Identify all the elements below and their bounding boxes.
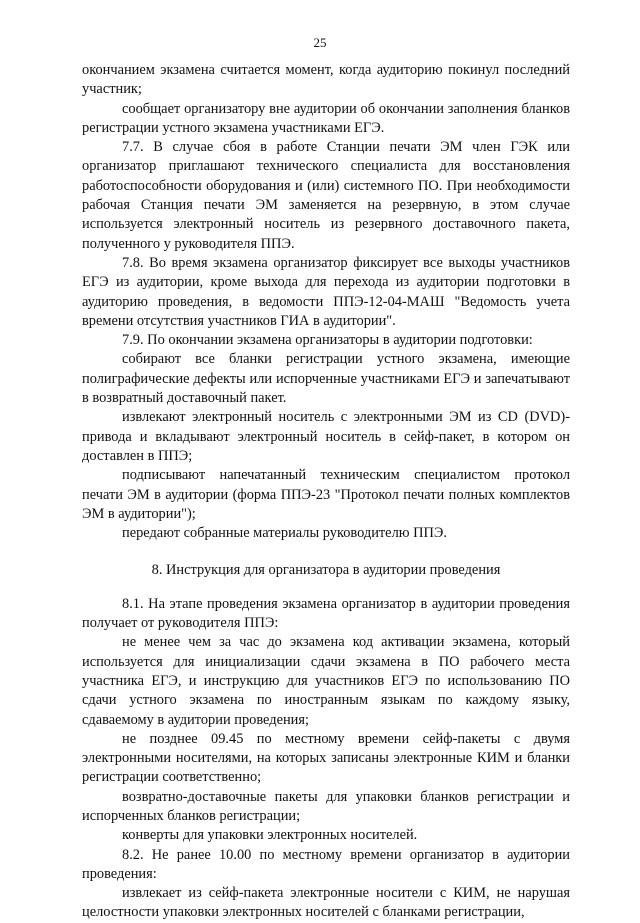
paragraph: окончанием экзамена считается момент, когда аудиторию покинул последний участник;: [82, 62, 570, 98]
paragraph: собирают все бланки регистрации устного экзамена, имеющие полиграфические дефекты или испорченные участниками ЕГЭ и запечатывают в возвратный доставочный пакет.: [82, 351, 570, 407]
paragraph: 7.8. Во время экзамена организатор фиксирует все выходы участников ЕГЭ из аудитории, кроме выхода для перехода из аудитории подготовки в аудиторию проведения, в ведомости ППЭ-12-04-МАШ "Ведомость учета времени отсутствия участников ГИА в аудитории".: [82, 254, 570, 329]
paragraph: извлекает из сейф-пакета электронные носители с КИМ, не нарушая целостности упаковки электронных носителей с бланками регистрации,: [82, 885, 570, 921]
paragraph: извлекают электронный носитель с электронными ЭМ из CD (DVD)-привода и вкладывают электронный носитель в сейф-пакет, в котором он доставлен в ППЭ;: [82, 409, 570, 464]
paragraph: передают собранные материалы руководителю ППЭ.: [122, 525, 447, 542]
paragraph: 8.2. Не ранее 10.00 по местному времени организатор в аудитории проведения:: [82, 846, 570, 882]
section-heading: 8. Инструкция для организатора в аудитории проведения: [151, 562, 501, 579]
paragraph: подписывают напечатанный техническим специалистом протокол печати ЭМ в аудитории (форма ППЭ-23 "Протокол печати полных комплектов ЭМ в аудитории");: [82, 467, 570, 522]
paragraph: 8.1. На этапе проведения экзамена организатор в аудитории проведения получает от руководителя ППЭ:: [82, 595, 570, 632]
paragraph: 7.9. По окончании экзамена организаторы в аудитории подготовки:: [122, 332, 533, 349]
paragraph: сообщает организатору вне аудитории об окончании заполнения бланков регистрации устного экзамена участниками ЕГЭ.: [82, 100, 570, 136]
paragraph: не позднее 09.45 по местному времени сейф-пакеты с двумя электронными носителями, на которых записаны электронные КИМ и бланки регистрации соответственно;: [82, 730, 570, 786]
paragraph: конверты для упаковки электронных носителей.: [122, 827, 418, 844]
paragraph: 7.7. В случае сбоя в работе Станции печати ЭМ член ГЭК или организатор приглашают технического специалиста для восстановления работоспособности оборудования и (или) системного ПО. При необходимости рабочая Станция печати ЭМ заменяется на резервную, в этом случае используется электронный носитель из резервного доставочного пакета, полученного у руководителя ППЭ.: [82, 139, 570, 252]
page-number: 25: [313, 35, 327, 50]
document-body: [82, 61, 570, 923]
paragraph: не менее чем за час до экзамена код активации экзамена, который используется для инициализации сдачи экзамена в ПО рабочего места участника ЕГЭ, и инструкцию для участников ЕГЭ по использованию ПО сдачи устного экзамена по иностранным языкам по каждому языку, сдаваемому в аудитории проведения;: [82, 634, 570, 728]
paragraph: возвратно-доставочные пакеты для упаковки бланков регистрации и испорченных бланков регистрации;: [82, 788, 570, 824]
